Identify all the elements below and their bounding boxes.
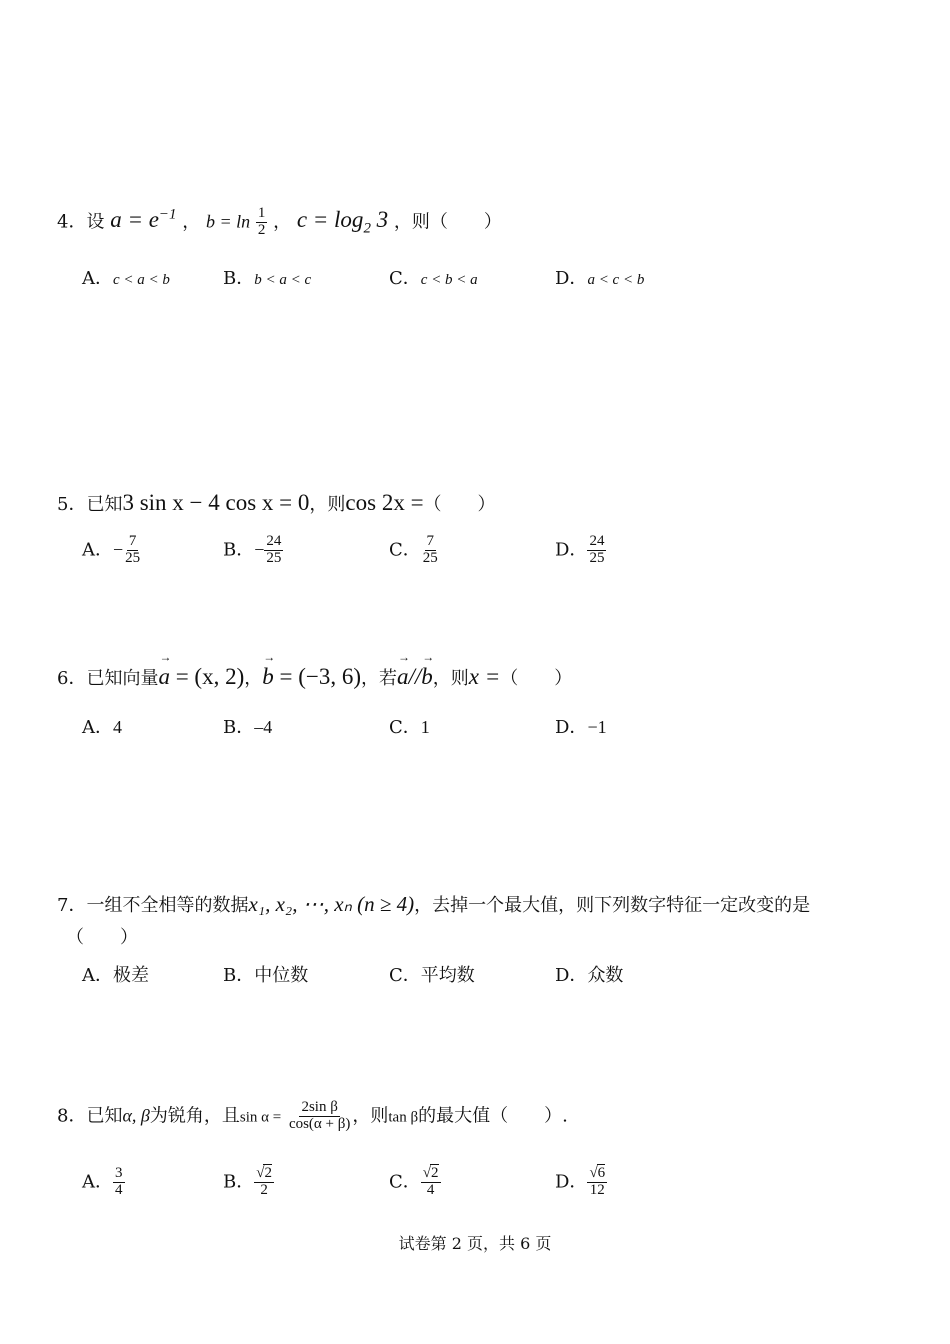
page-footer: 试卷第 2 页，共 6 页 <box>398 1234 552 1253</box>
q5-option-d: D． $\frac{24}{25}$ <box>555 533 605 566</box>
question-7-stem: 7．一组不全相等的数据x₁, x₂, ⋯, xₙ (n ≥ 4)，去掉一个最大值，则下列数字特征一定改变的是 <box>57 892 811 916</box>
q6-option-a: A．4 <box>82 717 122 738</box>
q8-option-b: B． $\frac{√2}{2}$ <box>223 1165 272 1198</box>
fraction: $\frac{1}{2}$ <box>257 205 266 238</box>
question-7-answer-blank: （ ） <box>66 927 138 948</box>
q6-option-d: D．−1 <box>555 717 607 738</box>
q7-option-d: D．众数 <box>555 965 624 986</box>
q4-option-b: B．b < a < c <box>223 268 312 289</box>
question-6-stem: 6．已知向量→ a = (x, 2)，→ b = (−3, 6)，若→ a//→ b，则x =（ ） <box>57 664 572 690</box>
equation: 3 sin x − 4 cos x = 0 <box>122 490 310 515</box>
question-number: 8． <box>57 1105 87 1127</box>
question-number: 6． <box>57 668 87 689</box>
question-8-stem: 8．已知α, β为锐角，且sin α = $\frac{\text{2sin β}}{\cos(\alpha + \beta)}$ ，则tan β的最大值（ ）. <box>57 1099 568 1132</box>
question-5-stem: 5．已知3 sin x − 4 cos x = 0，则cos 2x =（ ） <box>57 490 496 515</box>
q6-option-b: B．–4 <box>223 717 273 738</box>
q7-option-b: B．中位数 <box>223 965 309 986</box>
q8-option-a: A． $\frac{3}{4}$ <box>82 1165 123 1198</box>
q4-option-a: A．c < a < b <box>82 268 170 289</box>
q7-option-a: A．极差 <box>82 965 149 986</box>
q4-option-d: D．a < c < b <box>555 268 645 289</box>
q6-option-c: C．1 <box>389 717 430 738</box>
question-number: 5． <box>57 494 87 515</box>
q5-option-c: C． $\frac{7}{25}$ <box>389 533 438 566</box>
fraction: $\frac{\text{2sin β}}{\cos(\alpha + \beta)}$ <box>288 1099 351 1132</box>
q4-option-c: C．c < b < a <box>389 268 478 289</box>
q8-option-c: C． $\frac{√2}{4}$ <box>389 1165 439 1198</box>
question-number: 4． <box>57 211 87 233</box>
q5-option-b: B．− $\frac{24}{25}$ <box>223 533 282 566</box>
question-number: 7． <box>57 895 87 916</box>
q5-option-a: A．− $\frac{7}{25}$ <box>82 533 141 566</box>
question-4-stem: 4．设 $a = e^{-1}$ ， b = ln $\frac{1}{2}$ ， $c = \log_2 3$ ，则（ ） <box>57 205 502 238</box>
q8-option-d: D． $\frac{√6}{12}$ <box>555 1165 606 1198</box>
q7-option-c: C．平均数 <box>389 965 475 986</box>
